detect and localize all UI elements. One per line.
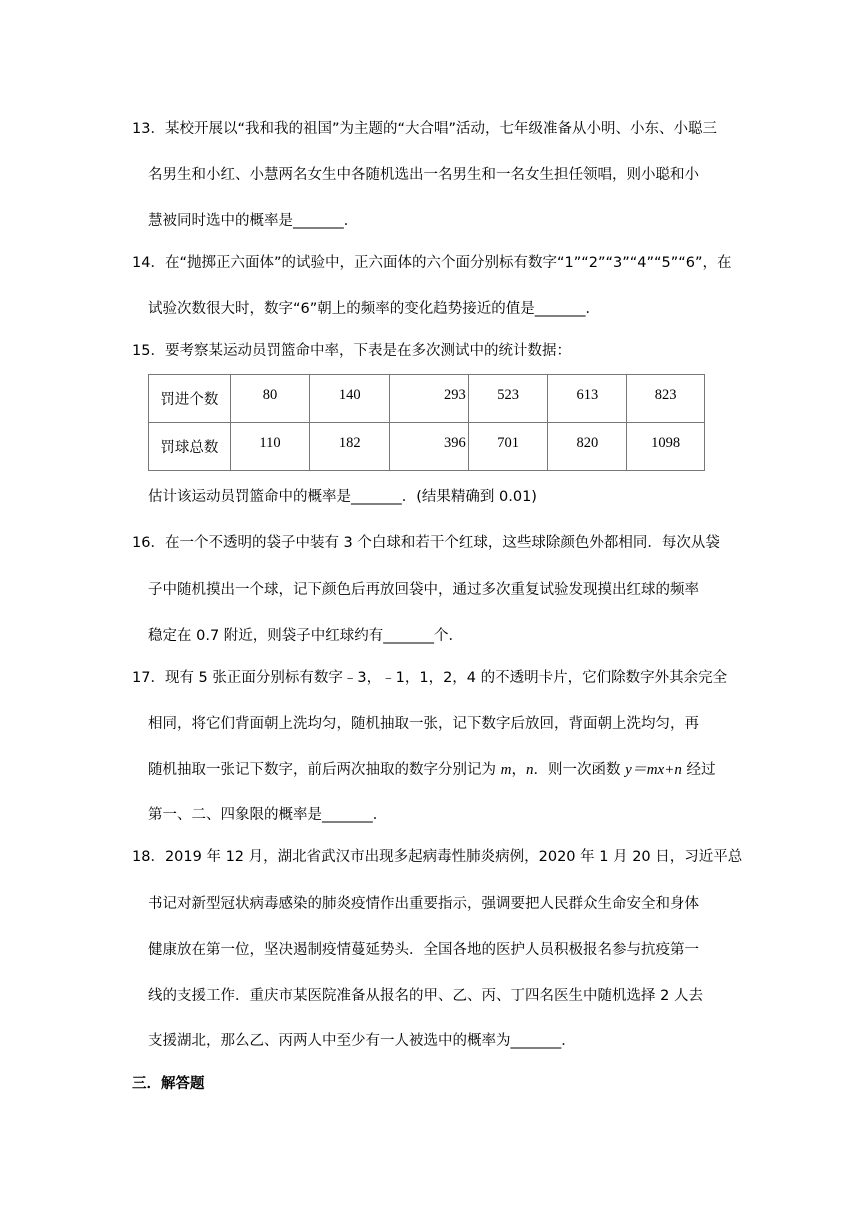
q18-line-5: 支援湖北，那么乙、丙两人中至少有一人被选中的概率为_______． — [148, 1033, 576, 1049]
q18-line-3: 健康放在第一位，坚决遏制疫情蔓延势头．全国各地的医护人员积极报名参与抗疫第一 — [148, 942, 699, 958]
q15-line-1: 15．要考察某运动员罚篮命中率，下表是在多次测试中的统计数据： — [132, 343, 571, 359]
table-cell: 701 — [468, 423, 548, 471]
q17-line-2: 相同，将它们背面朝上洗均匀，随机抽取一张，记下数字后放回，背面朝上洗均匀，再 — [148, 716, 699, 732]
q16-line-1: 16．在一个不透明的袋子中装有 3 个白球和若干个红球，这些球除颜色外都相同．每次从袋 — [132, 535, 720, 551]
linear-function: y＝mx+n — [625, 762, 682, 778]
q16-line-2: 子中随机摸出一个球，记下颜色后再放回袋中，通过多次重复试验发现摸出红球的频率 — [148, 582, 699, 598]
row-label-made: 罚进个数 — [149, 375, 231, 423]
shooting-stats-table — [148, 374, 705, 471]
row-label-total: 罚球总数 — [149, 423, 231, 471]
q17-line-3-text-b: ， — [511, 762, 526, 778]
table-cell: 140 — [310, 375, 390, 423]
section-title: 三．解答题 — [132, 1076, 205, 1092]
q17-line-1: 17．现有 5 张正面分别标有数字﹣3，﹣1，1，2，4 的不透明卡片，它们除数字外其余完全 — [132, 670, 728, 686]
table-cell: 523 — [468, 375, 548, 423]
q18-line-1: 18．2019 年 12 月，湖北省武汉市出现多起病毒性肺炎病例，2020 年 1 月 20 日，习近平总 — [132, 849, 743, 865]
table-cell: 396 — [390, 423, 469, 471]
q14-line-1: 14．在“抛掷正六面体”的试验中，正六面体的六个面分别标有数字“1”“2”“3”“4”“5”“6”，在 — [132, 255, 732, 271]
table-cell: 182 — [310, 423, 390, 471]
q18-line-2: 书记对新型冠状病毒感染的肺炎疫情作出重要指示，强调要把人民群众生命安全和身体 — [148, 896, 699, 912]
table-cell: 1098 — [627, 423, 705, 471]
q17-line-4: 第一、二、四象限的概率是_______． — [148, 807, 388, 823]
table-cell: 820 — [548, 423, 627, 471]
table-row — [149, 375, 705, 423]
q16-line-3: 稳定在 0.7 附近，则袋子中红球约有_______个． — [148, 628, 464, 644]
table-cell: 80 — [230, 375, 310, 423]
q13-line-2: 名男生和小红、小慧两名女生中各随机选出一名男生和一名女生担任领唱，则小聪和小 — [148, 167, 699, 183]
table-cell: 823 — [627, 375, 705, 423]
q13-line-1: 13．某校开展以“我和我的祖国”为主题的“大合唱”活动，七年级准备从小明、小东、小聪三 — [132, 121, 717, 137]
q17-line-3 — [148, 760, 715, 780]
q15-line-2: 估计该运动员罚篮命中的概率是_______．(结果精确到 0.01) — [148, 489, 537, 505]
variable-m: m — [500, 762, 512, 778]
q17-line-3-text-d: 经过 — [681, 762, 716, 778]
q13-line-3: 慧被同时选中的概率是_______． — [148, 213, 359, 229]
table-cell: 613 — [548, 375, 627, 423]
q14-line-2: 试验次数很大时，数字“6”朝上的频率的变化趋势接近的值是_______． — [148, 301, 600, 317]
q17-line-3-text-a: 随机抽取一张记下数字，前后两次抽取的数字分别记为 — [148, 762, 501, 778]
variable-n: n — [525, 762, 534, 778]
q17-line-3-text-c: ．则一次函数 — [533, 762, 626, 778]
q18-line-4: 线的支援工作．重庆市某医院准备从报名的甲、乙、丙、丁四名医生中随机选择 2 人去 — [148, 988, 703, 1004]
table-cell: 110 — [230, 423, 310, 471]
table-row — [149, 423, 705, 471]
table-cell: 293 — [390, 375, 469, 423]
